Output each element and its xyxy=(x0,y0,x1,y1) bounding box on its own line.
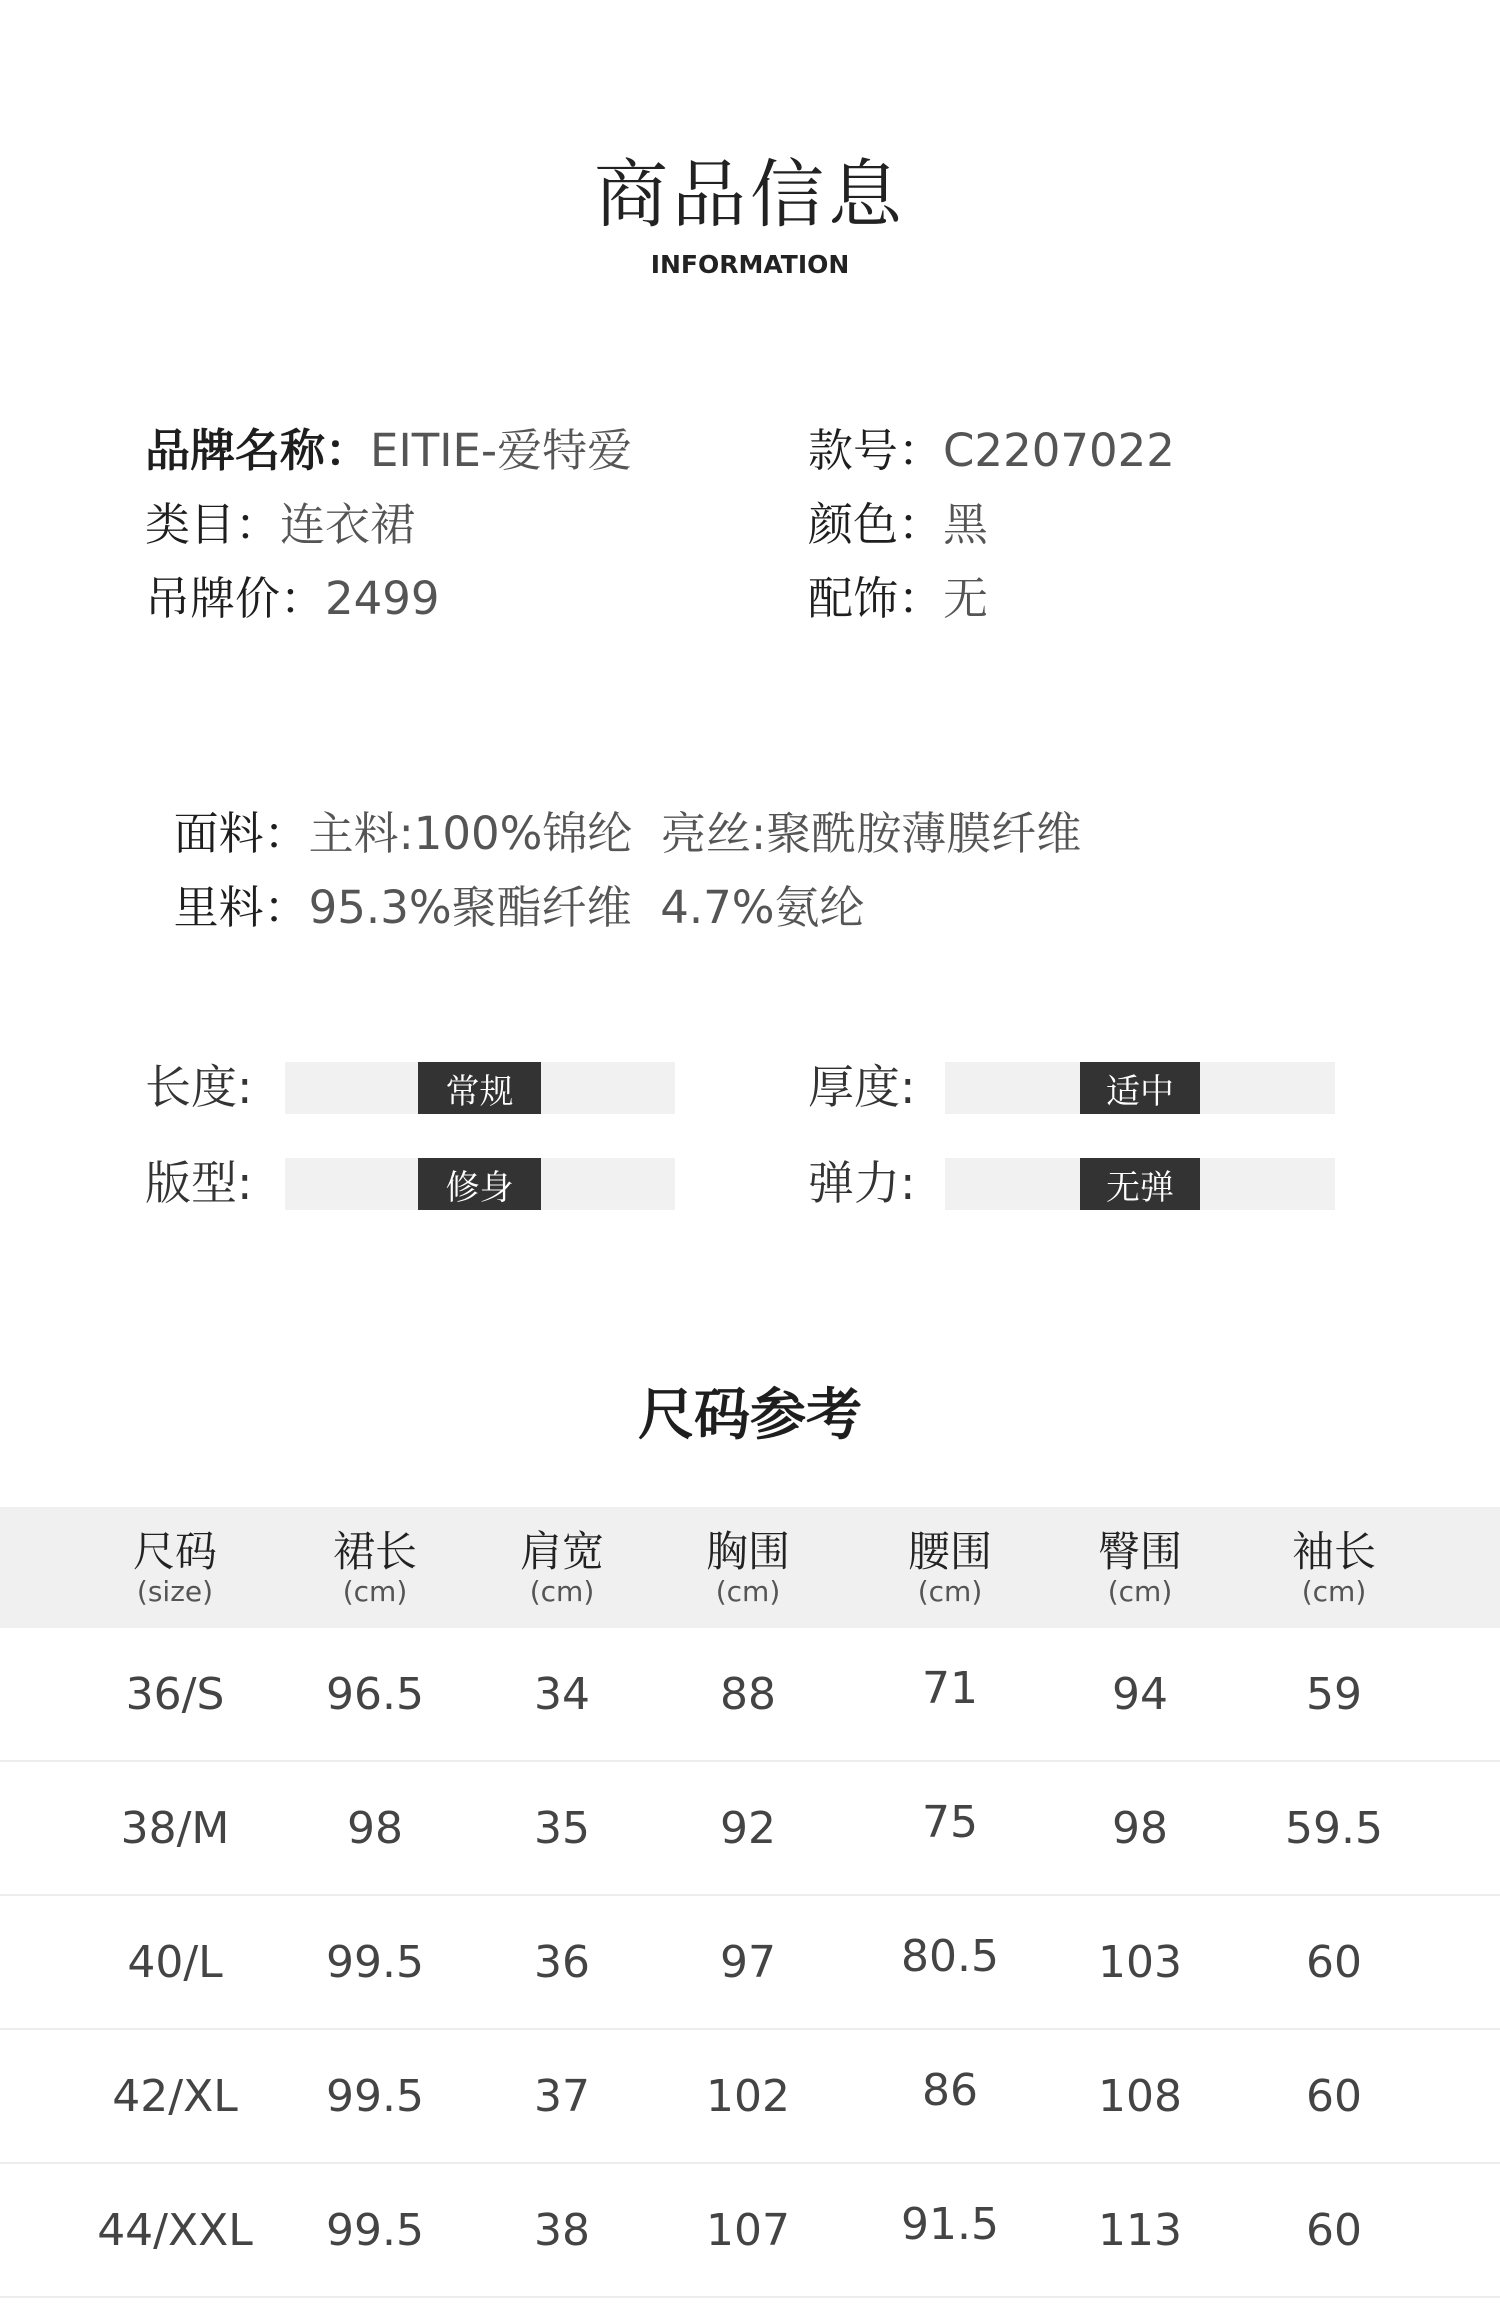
header-name: 胸围 xyxy=(705,1527,790,1576)
table-row xyxy=(0,2164,1500,2298)
lining-line xyxy=(145,840,865,934)
cell-dress-length: 99.5 xyxy=(326,2070,424,2122)
cell-waist: 80.5 xyxy=(901,1930,999,1982)
header-unit: (cm) xyxy=(342,1575,408,1609)
cell-dress-length: 99.5 xyxy=(326,1936,424,1988)
color-value: 黑 xyxy=(943,498,989,551)
header-name: 肩宽 xyxy=(519,1527,604,1576)
color-label: 颜色： xyxy=(808,498,944,551)
cell-waist: 91.5 xyxy=(901,2198,999,2250)
lining-label: 里料： xyxy=(173,881,309,934)
cell-sleeve: 60 xyxy=(1306,2204,1362,2256)
fabric-value: 主料:100%锦纶 亮丝:聚酰胺薄膜纤维 xyxy=(308,807,1082,860)
elasticity-label: 弹力: xyxy=(808,1156,916,1210)
header-size xyxy=(75,1507,275,1609)
header-unit: (size) xyxy=(136,1575,214,1609)
style-no-label: 款号： xyxy=(808,424,944,477)
table-row xyxy=(0,2030,1500,2164)
size-table-header xyxy=(0,1507,1500,1628)
cell-sleeve: 59.5 xyxy=(1285,1802,1383,1854)
fit-label: 版型: xyxy=(145,1156,253,1210)
cell-hip: 98 xyxy=(1112,1802,1168,1854)
size-chart-title: 尺码参考 xyxy=(638,1383,862,1448)
header-name: 臀围 xyxy=(1097,1527,1182,1576)
elasticity-bar xyxy=(945,1158,1335,1210)
style-no-line xyxy=(808,424,1175,477)
length-bar xyxy=(285,1062,675,1114)
header-name: 腰围 xyxy=(907,1527,992,1576)
table-row xyxy=(0,1628,1500,1762)
thickness-bar xyxy=(945,1062,1335,1114)
color-line xyxy=(808,498,989,551)
header-unit: (cm) xyxy=(1107,1575,1173,1609)
header-waist xyxy=(850,1507,1050,1609)
header-name: 裙长 xyxy=(332,1527,417,1576)
elasticity-value: 无弹 xyxy=(1080,1158,1200,1210)
header-unit: (cm) xyxy=(1301,1575,1367,1609)
cell-sleeve: 60 xyxy=(1306,2070,1362,2122)
price-label: 吊牌价： xyxy=(145,572,326,625)
cell-waist: 86 xyxy=(922,2064,978,2116)
lining-value: 95.3%聚酯纤维 4.7%氨纶 xyxy=(308,881,865,934)
cell-hip: 103 xyxy=(1098,1936,1182,1988)
cell-shoulder: 35 xyxy=(534,1802,590,1854)
accessory-label: 配饰： xyxy=(808,572,944,625)
cell-shoulder: 34 xyxy=(534,1668,590,1720)
table-row xyxy=(0,1762,1500,1896)
header-name: 袖长 xyxy=(1291,1527,1376,1576)
fit-bar xyxy=(285,1158,675,1210)
cell-size: 42/XL xyxy=(112,2070,238,2122)
cell-bust: 102 xyxy=(706,2070,790,2122)
thickness-label: 厚度: xyxy=(808,1060,916,1114)
brand-value: EITIE-爱特爱 xyxy=(370,424,633,477)
brand-label: 品牌名称： xyxy=(145,424,371,477)
price-line xyxy=(145,572,440,625)
cell-bust: 97 xyxy=(720,1936,776,1988)
header-name: 尺码 xyxy=(132,1527,217,1576)
cell-sleeve: 60 xyxy=(1306,1936,1362,1988)
cell-shoulder: 38 xyxy=(534,2204,590,2256)
cell-shoulder: 36 xyxy=(534,1936,590,1988)
cell-bust: 92 xyxy=(720,1802,776,1854)
cell-dress-length: 96.5 xyxy=(326,1668,424,1720)
header-unit: (cm) xyxy=(715,1575,781,1609)
category-line xyxy=(145,498,416,551)
category-value: 连衣裙 xyxy=(280,498,416,551)
fit-value: 修身 xyxy=(418,1158,541,1210)
category-label: 类目： xyxy=(145,498,281,551)
accessory-line xyxy=(808,572,989,625)
cell-waist: 75 xyxy=(922,1796,978,1848)
style-no-value: C2207022 xyxy=(943,424,1175,477)
header-shoulder xyxy=(462,1507,662,1609)
cell-hip: 94 xyxy=(1112,1668,1168,1720)
cell-waist: 71 xyxy=(922,1662,978,1714)
table-row xyxy=(0,1896,1500,2030)
fabric-label: 面料： xyxy=(173,807,309,860)
header-sleeve xyxy=(1234,1507,1434,1609)
header-dress-length xyxy=(275,1507,475,1609)
cell-dress-length: 99.5 xyxy=(326,2204,424,2256)
header-unit: (cm) xyxy=(917,1575,983,1609)
price-value: 2499 xyxy=(325,572,440,625)
cell-size: 36/S xyxy=(125,1668,225,1720)
cell-bust: 88 xyxy=(720,1668,776,1720)
section-title: 商品信息 xyxy=(594,152,906,238)
header-unit: (cm) xyxy=(529,1575,595,1609)
cell-dress-length: 98 xyxy=(347,1802,403,1854)
length-value: 常规 xyxy=(418,1062,541,1114)
cell-sleeve: 59 xyxy=(1306,1668,1362,1720)
length-label: 长度: xyxy=(145,1060,253,1114)
header-bust xyxy=(648,1507,848,1609)
header-hip xyxy=(1040,1507,1240,1609)
section-subtitle: INFORMATION xyxy=(650,250,850,279)
cell-size: 44/XXL xyxy=(97,2204,253,2256)
cell-bust: 107 xyxy=(706,2204,790,2256)
cell-hip: 113 xyxy=(1098,2204,1182,2256)
cell-size: 38/M xyxy=(120,1802,230,1854)
thickness-value: 适中 xyxy=(1080,1062,1200,1114)
cell-hip: 108 xyxy=(1098,2070,1182,2122)
cell-size: 40/L xyxy=(127,1936,223,1988)
cell-shoulder: 37 xyxy=(534,2070,590,2122)
accessory-value: 无 xyxy=(943,572,989,625)
brand-line xyxy=(145,424,633,477)
